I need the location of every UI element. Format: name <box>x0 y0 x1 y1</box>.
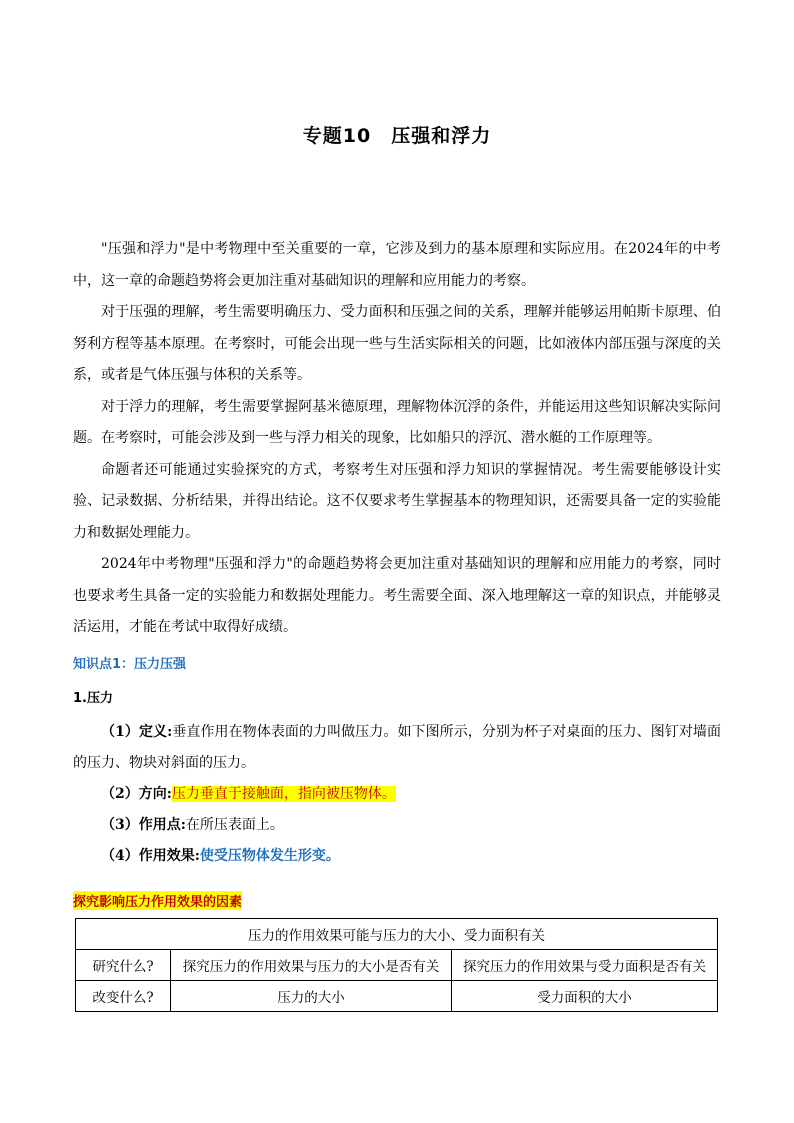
table-cell: 改变什么? <box>76 981 171 1012</box>
item-text: 在所压表面上。 <box>185 817 284 833</box>
intro-section <box>73 234 721 644</box>
explore-heading: 探究影响压力作用效果的因素 <box>73 891 242 910</box>
item-effect <box>73 841 721 872</box>
table-cell: 受力面积的大小 <box>452 981 718 1012</box>
highlighted-text: 压力垂直于接触面，指向被压物体。 <box>171 786 396 802</box>
intro-paragraph: 对于浮力的理解，考生需要掌握阿基米德原理，理解物体沉浮的条件，并能运用这些知识解决实际问题。在考察时，可能会涉及到一些与浮力相关的现象，比如船只的浮沉、潜水艇的工作原理等。 <box>73 398 721 446</box>
table-cell: 压力的大小 <box>171 981 452 1012</box>
item-direction <box>73 779 721 810</box>
intro-paragraph: 2024年中考物理"压强和浮力"的命题趋势将会更加注重对基础知识的理解和应用能力的考察，同时也要求考生具备一定的实验能力和数据处理能力。考生需要全面、深入地理解这一章的知识点，并能够灵活运用，才能在考试中取得好成绩。 <box>73 556 721 635</box>
item-label: （2）方向: <box>101 786 172 802</box>
subsection-heading: 1.压力 <box>73 691 113 706</box>
item-definition <box>73 717 721 779</box>
item-label: （1）定义: <box>101 724 173 740</box>
intro-paragraph: 对于压强的理解，考生需要明确压力、受力面积和压强之间的关系，理解并能够运用帕斯卡原理、伯努利方程等基本原理。在考察时，可能会出现一些与生活实际相关的问题，比如液体内部压强与深度的关系，或者是气体压强与体积的关系等。 <box>73 304 721 383</box>
table-header-row <box>76 919 718 950</box>
knowledge-point-heading: 知识点1：压力压强 <box>73 657 187 672</box>
page-title: 专题10 压强和浮力 <box>302 125 492 147</box>
intro-paragraph: 命题者还可能通过实验探究的方式，考察考生对压强和浮力知识的掌握情况。考生需要能够设计实验、记录数据、分析结果，并得出结论。这不仅要求考生掌握基本的物理知识，还需要具备一定的实验能力和数据处理能力。 <box>73 461 721 541</box>
intro-paragraph: "压强和浮力"是中考物理中至关重要的一章，它涉及到力的基本原理和实际应用。在2024年的中考中，这一章的命题趋势将会更加注重对基础知识的理解和应用能力的考察。 <box>73 241 721 289</box>
item-text: 垂直作用在物体表面的力叫做压力。如下图所示，分别为杯子对桌面的压力、图钉对墙面的压力、物块对斜面的压力。 <box>73 724 721 771</box>
table-cell: 探究压力的作用效果与受力面积是否有关 <box>452 950 718 981</box>
table-row <box>76 950 718 981</box>
table-header-cell: 压力的作用效果可能与压力的大小、受力面积有关 <box>76 919 718 950</box>
table-cell: 研究什么? <box>76 950 171 981</box>
table-cell: 探究压力的作用效果与压力的大小是否有关 <box>171 950 452 981</box>
pressure-items <box>73 717 721 872</box>
emphasized-text: 使受压物体发生形变。 <box>199 848 340 864</box>
item-label: （4）作用效果: <box>101 848 200 864</box>
item-label: （3）作用点: <box>101 817 186 833</box>
explore-table <box>75 918 718 1012</box>
item-point <box>73 810 721 841</box>
table-row <box>76 981 718 1012</box>
